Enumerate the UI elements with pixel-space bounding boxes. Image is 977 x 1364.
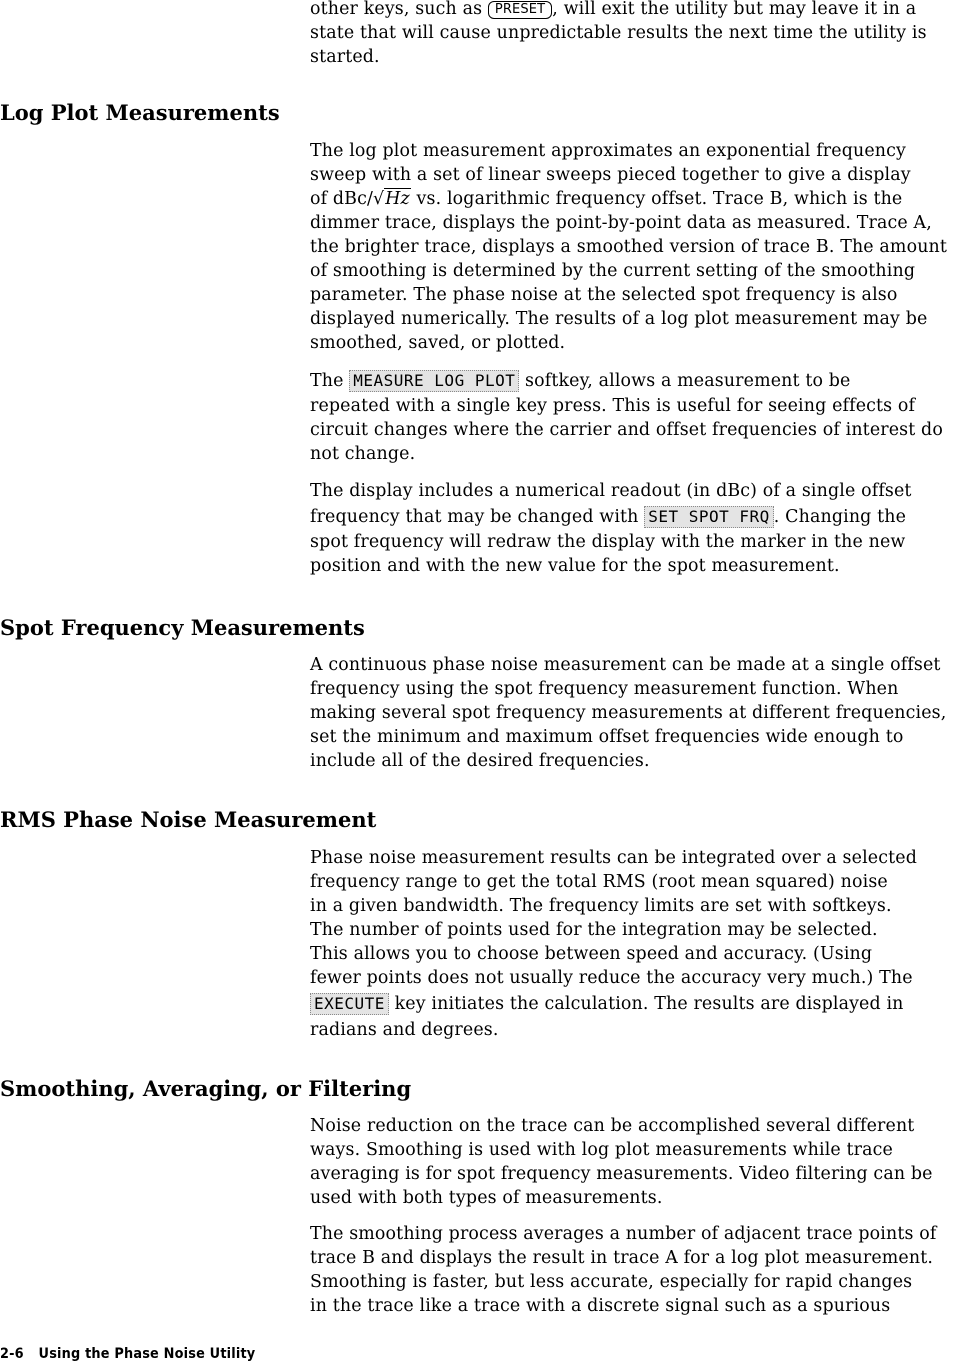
heading-spot-frequency: Spot Frequency Measurements — [0, 615, 365, 640]
text-line: smoothed, saved, or plotted. — [310, 333, 566, 353]
text-line: not change. — [310, 444, 416, 464]
text-line: frequency using the spot frequency measurement function. When — [310, 679, 899, 699]
intro-line-3: started. — [310, 47, 380, 67]
text-line: set the minimum and maximum offset frequencies wide enough to — [310, 727, 904, 747]
execute-softkey: EXECUTE — [310, 993, 389, 1015]
intro-line-2: state that will cause unpredictable results the next time the utility is — [310, 23, 927, 43]
text-line: averaging is for spot frequency measurements. Video filtering can be — [310, 1164, 933, 1184]
text-line: used with both types of measurements. — [310, 1188, 663, 1208]
measure-log-plot-softkey: MEASURE LOG PLOT — [349, 370, 519, 392]
spot-paragraph — [310, 653, 974, 773]
footer-section-title: Using the Phase Noise Utility — [38, 1346, 256, 1362]
sqrt-symbol: √ — [373, 189, 385, 209]
set-spot-frq-softkey: SET SPOT FRQ — [644, 506, 774, 528]
text-line: circuit changes where the carrier and offset frequencies of interest do — [310, 420, 943, 440]
text-line: radians and degrees. — [310, 1020, 499, 1040]
text-line: spot frequency will redraw the display with the marker in the new — [310, 532, 906, 552]
page-footer — [0, 1346, 255, 1362]
preset-key: PRESET — [488, 1, 552, 19]
text-line: in a given bandwidth. The frequency limits are set with softkeys. — [310, 896, 892, 916]
heading-log-plot: Log Plot Measurements — [0, 100, 280, 125]
text-line: fewer points does not usually reduce the accuracy very much.) The — [310, 968, 913, 988]
text-line: The MEASURE LOG PLOT softkey, allows a measurement to be — [310, 371, 851, 391]
page-number: 2-6 — [0, 1346, 24, 1362]
text-line: making several spot frequency measurements at different frequencies, — [310, 703, 947, 723]
text-line: include all of the desired frequencies. — [310, 751, 650, 771]
text-line: frequency that may be changed with SET SPOT FRQ . Changing the — [310, 507, 907, 527]
text-line: position and with the new value for the spot measurement. — [310, 556, 840, 576]
heading-smoothing: Smoothing, Averaging, or Filtering — [0, 1076, 412, 1101]
text-line: of smoothing is determined by the current setting of the smoothing — [310, 261, 916, 281]
text-line: ways. Smoothing is used with log plot measurements while trace — [310, 1140, 893, 1160]
text-line: This allows you to choose between speed and accuracy. (Using — [310, 944, 873, 964]
text-line: EXECUTE key initiates the calculation. The results are displayed in — [310, 990, 974, 1018]
text-line: displayed numerically. The results of a log plot measurement may be — [310, 309, 928, 329]
text-line: of dBc/√Hz vs. logarithmic frequency offset. Trace B, which is the — [310, 189, 903, 209]
text-line: Smoothing is faster, but less accurate, especially for rapid changes — [310, 1272, 913, 1292]
text-line: The log plot measurement approximates an exponential frequency — [310, 141, 906, 161]
text-line: The smoothing process averages a number of adjacent trace points of — [310, 1224, 937, 1244]
text-line: the brighter trace, displays a smoothed version of trace B. The amount — [310, 237, 948, 257]
log-plot-paragraph-3 — [310, 478, 974, 578]
text-line: frequency range to get the total RMS (root mean squared) noise — [310, 872, 888, 892]
smoothing-paragraph-1 — [310, 1114, 974, 1210]
log-plot-paragraph-1 — [310, 139, 974, 355]
hz-unit: Hz — [385, 189, 410, 209]
text-line: sweep with a set of linear sweeps pieced together to give a display — [310, 165, 911, 185]
intro-paragraph — [310, 0, 974, 69]
text-line: repeated with a single key press. This is useful for seeing effects of — [310, 396, 916, 416]
text-line: Phase noise measurement results can be integrated over a selected — [310, 848, 917, 868]
text-line: A continuous phase noise measurement can be made at a single offset — [310, 655, 941, 675]
rms-paragraph — [310, 846, 974, 1042]
smoothing-paragraph-2 — [310, 1222, 974, 1318]
intro-line-1: other keys, such as PRESET , will exit the utility but may leave it in a — [310, 0, 917, 19]
text-line: The number of points used for the integration may be selected. — [310, 920, 878, 940]
heading-rms-phase-noise: RMS Phase Noise Measurement — [0, 807, 377, 832]
log-plot-paragraph-2 — [310, 368, 974, 466]
text-line: in the trace like a trace with a discrete signal such as a spurious — [310, 1296, 891, 1316]
text-line: The display includes a numerical readout (in dBc) of a single offset — [310, 481, 912, 501]
text-line: parameter. The phase noise at the selected spot frequency is also — [310, 285, 898, 305]
text-line: trace B and displays the result in trace A for a log plot measurement. — [310, 1248, 934, 1268]
text-line: dimmer trace, displays the point-by-point data as measured. Trace A, — [310, 213, 932, 233]
text-line: Noise reduction on the trace can be accomplished several different — [310, 1116, 915, 1136]
